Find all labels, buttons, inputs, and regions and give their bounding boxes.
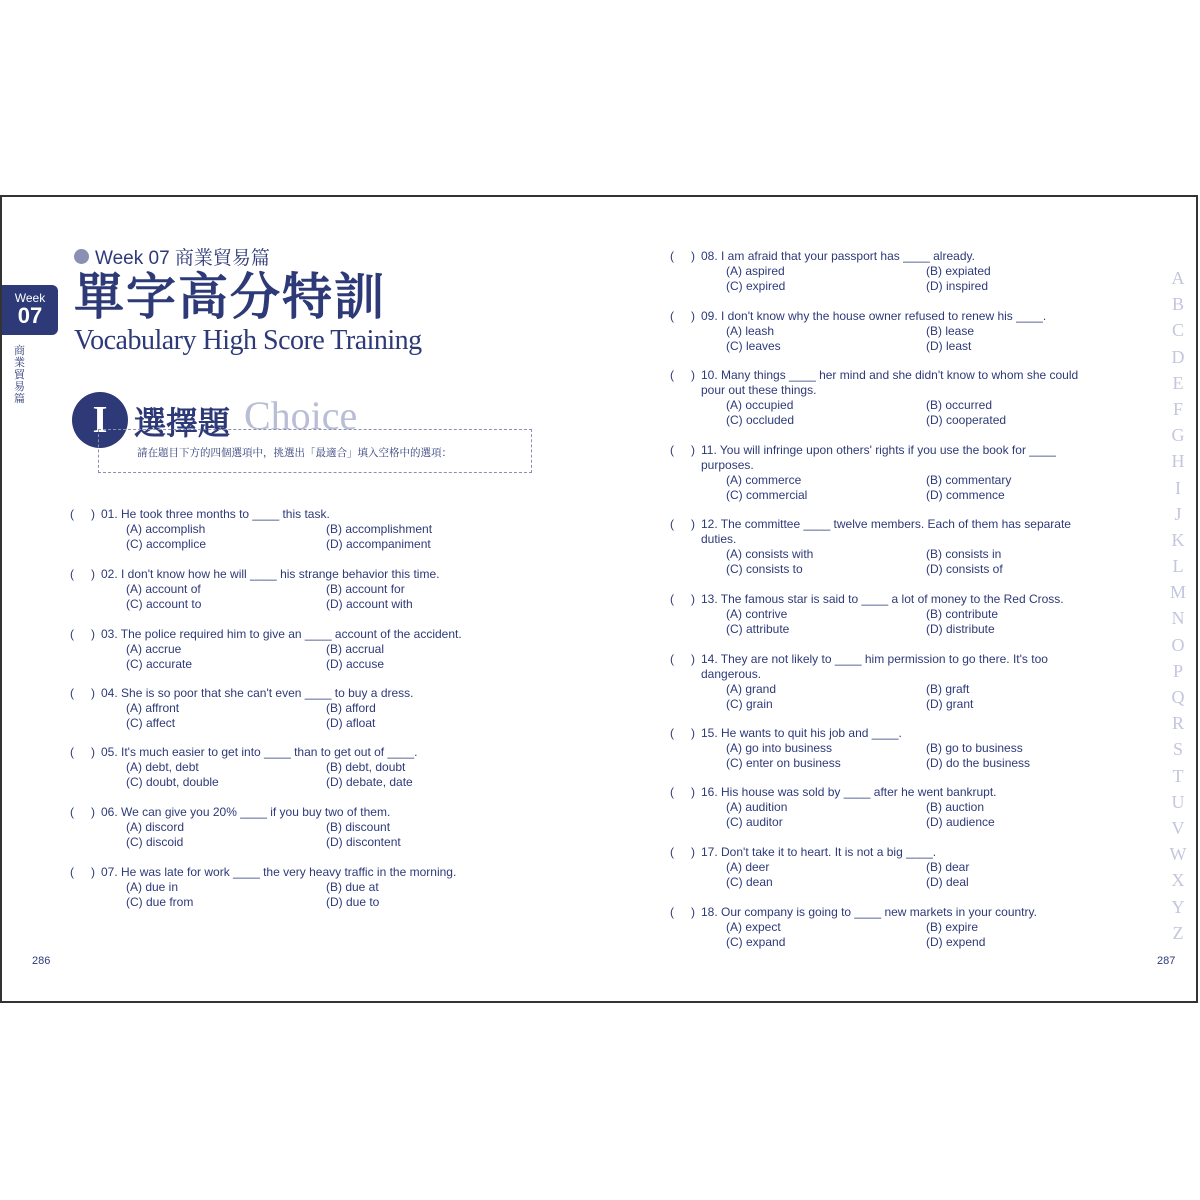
- option-d[interactable]: (D) account with: [326, 597, 413, 611]
- alphabet-letter: U: [1171, 791, 1185, 812]
- question-stem: 02. I don't know how he will ____ his strange behavior this time.: [101, 567, 440, 581]
- option-b[interactable]: (B) commentary: [926, 473, 1012, 487]
- answer-blank[interactable]: [70, 745, 100, 760]
- option-b[interactable]: (B) auction: [926, 800, 985, 814]
- paren-close: ): [91, 805, 95, 819]
- option-c[interactable]: (C) dean: [726, 875, 773, 889]
- option-b[interactable]: (B) due at: [326, 880, 379, 894]
- paren-close: ): [691, 785, 695, 799]
- week-tab: [2, 285, 58, 335]
- option-c[interactable]: (C) account to: [126, 597, 202, 611]
- option-d[interactable]: (D) grant: [926, 697, 974, 711]
- section-title-english: Choice: [244, 393, 358, 438]
- option-b[interactable]: (B) accrual: [326, 642, 385, 656]
- option-c[interactable]: (C) attribute: [726, 622, 790, 636]
- option-d[interactable]: (D) debate, date: [326, 775, 413, 789]
- question-stem: 15. He wants to quit his job and ____.: [701, 726, 902, 740]
- option-b[interactable]: (B) afford: [326, 701, 376, 715]
- question-stem: 16. His house was sold by ____ after he went bankrupt.: [701, 785, 997, 799]
- option-b[interactable]: (B) lease: [926, 324, 975, 338]
- option-c[interactable]: (C) auditor: [726, 815, 783, 829]
- question-stem: 07. He was late for work ____ the very heavy traffic in the morning.: [101, 865, 457, 879]
- right-page: [602, 197, 1198, 1001]
- option-a[interactable]: (A) aspired: [726, 264, 785, 278]
- option-c[interactable]: (C) leaves: [726, 339, 781, 353]
- page-number-left: 286: [32, 955, 51, 967]
- option-d[interactable]: (D) commence: [926, 488, 1005, 502]
- option-c[interactable]: (C) enter on business: [726, 756, 841, 770]
- alphabet-letter: V: [1171, 817, 1185, 838]
- option-b[interactable]: (B) expiated: [926, 264, 991, 278]
- option-b[interactable]: (B) dear: [926, 860, 970, 874]
- option-c[interactable]: (C) accomplice: [126, 537, 207, 551]
- option-d[interactable]: (D) due to: [326, 895, 380, 909]
- option-b[interactable]: (B) accomplishment: [326, 522, 433, 536]
- option-c[interactable]: (C) expired: [726, 279, 786, 293]
- answer-blank[interactable]: [670, 368, 700, 383]
- alphabet-letter: X: [1171, 870, 1185, 891]
- answer-blank[interactable]: [670, 249, 700, 264]
- answer-blank[interactable]: [70, 805, 100, 820]
- paren-close: ): [91, 507, 95, 521]
- option-d[interactable]: (D) deal: [926, 875, 969, 889]
- option-a[interactable]: (A) discord: [126, 820, 185, 834]
- paren-close: ): [91, 745, 95, 759]
- alphabet-letter: P: [1172, 660, 1183, 681]
- paren-close: ): [691, 249, 695, 263]
- option-a[interactable]: (A) commerce: [726, 473, 802, 487]
- paren-close: ): [691, 726, 695, 740]
- left-page: [2, 197, 600, 1001]
- question-stem: 09. I don't know why the house owner refused to renew his ____.: [701, 309, 1047, 323]
- answer-blank[interactable]: [70, 865, 100, 880]
- answer-blank[interactable]: [670, 785, 700, 800]
- alphabet-letter: B: [1171, 294, 1184, 315]
- question-stem: 18. Our company is going to ____ new markets in your country.: [701, 905, 1037, 919]
- answer-blank[interactable]: [70, 627, 100, 642]
- paren-close: ): [691, 905, 695, 919]
- option-a[interactable]: (A) deer: [726, 860, 770, 874]
- option-a[interactable]: (A) debt, debt: [126, 760, 199, 774]
- option-a[interactable]: (A) occupied: [726, 398, 794, 412]
- alphabet-letter: R: [1171, 713, 1184, 734]
- option-b[interactable]: (B) graft: [926, 682, 970, 696]
- option-d[interactable]: (D) least: [926, 339, 972, 353]
- paren-open: (: [670, 652, 674, 666]
- paren-open: (: [670, 368, 674, 382]
- option-a[interactable]: (A) contrive: [726, 607, 788, 621]
- option-b[interactable]: (B) contribute: [926, 607, 999, 621]
- alphabet-letter: G: [1171, 425, 1185, 446]
- question-stem: 17. Don't take it to heart. It is not a big ____.: [701, 845, 937, 859]
- page-number-right: 287: [1157, 955, 1176, 967]
- paren-open: (: [670, 905, 674, 919]
- option-d[interactable]: (D) discontent: [326, 835, 401, 849]
- option-a[interactable]: (A) affront: [126, 701, 180, 715]
- question-stem: 04. She is so poor that she can't even ____ to buy a dress.: [101, 686, 414, 700]
- option-c[interactable]: (C) discoid: [126, 835, 184, 849]
- answer-blank[interactable]: [670, 309, 700, 324]
- paren-open: (: [670, 785, 674, 799]
- paren-close: ): [91, 627, 95, 641]
- page-title-english: Vocabulary High Score Training: [74, 325, 422, 356]
- question-stem: 06. We can give you 20% ____ if you buy two of them.: [101, 805, 391, 819]
- alphabet-letter: K: [1171, 529, 1185, 550]
- option-c[interactable]: (C) expand: [726, 935, 786, 949]
- answer-blank[interactable]: [670, 726, 700, 741]
- alphabet-index: [1170, 265, 1186, 946]
- option-d[interactable]: (D) distribute: [926, 622, 995, 636]
- question-stem: 11. You will infringe upon others' rights if you use the book for ____ purposes.: [701, 443, 1056, 472]
- paren-close: ): [691, 652, 695, 666]
- paren-open: (: [70, 627, 74, 641]
- option-a[interactable]: (A) expect: [726, 920, 781, 934]
- option-a[interactable]: (A) due in: [126, 880, 179, 894]
- option-c[interactable]: (C) affect: [126, 716, 176, 730]
- option-d[interactable]: (D) consists of: [926, 562, 1003, 576]
- paren-open: (: [70, 805, 74, 819]
- option-c[interactable]: (C) grain: [726, 697, 773, 711]
- paren-open: (: [670, 309, 674, 323]
- paren-close: ): [91, 686, 95, 700]
- section-numeral-badge: I: [72, 392, 128, 448]
- answer-blank[interactable]: [70, 507, 100, 522]
- paren-open: (: [70, 507, 74, 521]
- paren-close: ): [691, 845, 695, 859]
- alphabet-letter: E: [1172, 372, 1184, 393]
- option-d[interactable]: (D) accuse: [326, 657, 385, 671]
- alphabet-letter: N: [1171, 608, 1185, 629]
- alphabet-letter: L: [1172, 556, 1184, 577]
- paren-close: ): [691, 592, 695, 606]
- answer-blank[interactable]: [670, 517, 700, 532]
- alphabet-letter: M: [1170, 582, 1187, 603]
- option-a[interactable]: (A) grand: [726, 682, 777, 696]
- paren-open: (: [670, 249, 674, 263]
- alphabet-letter: H: [1171, 451, 1185, 472]
- option-b[interactable]: (B) go to business: [926, 741, 1023, 755]
- option-d[interactable]: (D) afloat: [326, 716, 376, 730]
- page-title-chinese: 單字高分特訓: [74, 269, 386, 325]
- option-d[interactable]: (D) audience: [926, 815, 995, 829]
- answer-blank[interactable]: [670, 443, 700, 458]
- option-d[interactable]: (D) accompaniment: [326, 537, 431, 551]
- paren-close: ): [691, 443, 695, 457]
- alphabet-letter: J: [1174, 503, 1182, 524]
- option-a[interactable]: (A) leash: [726, 324, 775, 338]
- question-stem: 12. The committee ____ twelve members. Each of them has separate duties.: [701, 517, 1071, 546]
- alphabet-letter: W: [1169, 844, 1187, 865]
- option-b[interactable]: (B) debt, doubt: [326, 760, 406, 774]
- alphabet-letter: O: [1171, 634, 1185, 655]
- alphabet-letter: A: [1171, 268, 1185, 288]
- option-a[interactable]: (A) accrue: [126, 642, 182, 656]
- alphabet-letter: F: [1172, 398, 1183, 419]
- week-header-text: Week 07 商業貿易篇: [95, 248, 270, 269]
- option-b[interactable]: (B) consists in: [926, 547, 1002, 561]
- paren-open: (: [70, 865, 74, 879]
- paren-open: (: [70, 745, 74, 759]
- answer-blank[interactable]: [670, 905, 700, 920]
- paren-open: (: [670, 726, 674, 740]
- answer-blank[interactable]: [670, 652, 700, 667]
- option-c[interactable]: (C) doubt, double: [126, 775, 219, 789]
- section-title-chinese: 選擇題: [134, 405, 231, 441]
- option-a[interactable]: (A) go into business: [726, 741, 833, 755]
- answer-blank[interactable]: [70, 686, 100, 701]
- alphabet-letter: D: [1171, 346, 1185, 367]
- option-c[interactable]: (C) due from: [126, 895, 194, 909]
- paren-close: ): [91, 567, 95, 581]
- option-c[interactable]: (C) commercial: [726, 488, 808, 502]
- answer-blank[interactable]: [670, 592, 700, 607]
- option-d[interactable]: (D) cooperated: [926, 413, 1007, 427]
- answer-blank[interactable]: [670, 845, 700, 860]
- paren-open: (: [70, 567, 74, 581]
- question-stem: 01. He took three months to ____ this task.: [101, 507, 330, 521]
- paren-open: (: [670, 517, 674, 531]
- week-tab-label: Week: [14, 291, 46, 305]
- option-b[interactable]: (B) account for: [326, 582, 405, 596]
- question-stem: 08. I am afraid that your passport has ____ already.: [701, 249, 975, 263]
- option-b[interactable]: (B) occurred: [926, 398, 993, 412]
- paren-close: ): [691, 368, 695, 382]
- alphabet-letter: Y: [1171, 896, 1185, 917]
- paren-open: (: [670, 592, 674, 606]
- question-stem: 13. The famous star is said to ____ a lot of money to the Red Cross.: [701, 592, 1064, 606]
- answer-blank[interactable]: [70, 567, 100, 582]
- paren-close: ): [91, 865, 95, 879]
- alphabet-letter: S: [1172, 739, 1183, 760]
- option-d[interactable]: (D) expend: [926, 935, 986, 949]
- alphabet-letter: T: [1172, 765, 1184, 786]
- week-tab-number: 07: [17, 303, 43, 328]
- paren-close: ): [691, 309, 695, 323]
- alphabet-letter: C: [1171, 320, 1184, 341]
- option-b[interactable]: (B) discount: [326, 820, 391, 834]
- paren-open: (: [670, 443, 674, 457]
- instruction-text: 請在題目下方的四個選項中，挑選出「最適合」填入空格中的選項：: [137, 447, 452, 459]
- option-c[interactable]: (C) consists to: [726, 562, 803, 576]
- question-stem: 03. The police required him to give an ____ account of the accident.: [101, 627, 462, 641]
- option-d[interactable]: (D) inspired: [926, 279, 989, 293]
- alphabet-letter: I: [1175, 477, 1181, 498]
- paren-open: (: [70, 686, 74, 700]
- paren-close: ): [691, 517, 695, 531]
- option-a[interactable]: (A) consists with: [726, 547, 814, 561]
- option-a[interactable]: (A) accomplish: [126, 522, 206, 536]
- paren-open: (: [670, 845, 674, 859]
- question-stem: 10. Many things ____ her mind and she didn't know to whom she could pour out these things.: [701, 368, 1079, 397]
- week-header: [74, 243, 270, 270]
- option-c[interactable]: (C) accurate: [126, 657, 193, 671]
- book-spread: [0, 195, 1198, 1003]
- question-stem: 05. It's much easier to get into ____ than to get out of ____.: [101, 745, 418, 759]
- option-d[interactable]: (D) do the business: [926, 756, 1031, 770]
- side-category-label: 商業貿易篇: [14, 345, 25, 405]
- alphabet-letter: Q: [1171, 687, 1185, 707]
- question-stem: 14. They are not likely to ____ him permission to go there. It's too dangerous.: [701, 652, 1048, 681]
- bullet-dot-icon: [74, 249, 89, 264]
- option-a[interactable]: (A) account of: [126, 582, 201, 596]
- alphabet-letter: Z: [1172, 922, 1184, 943]
- instruction-box: [98, 429, 532, 473]
- option-b[interactable]: (B) expire: [926, 920, 979, 934]
- option-c[interactable]: (C) occluded: [726, 413, 795, 427]
- option-a[interactable]: (A) audition: [726, 800, 788, 814]
